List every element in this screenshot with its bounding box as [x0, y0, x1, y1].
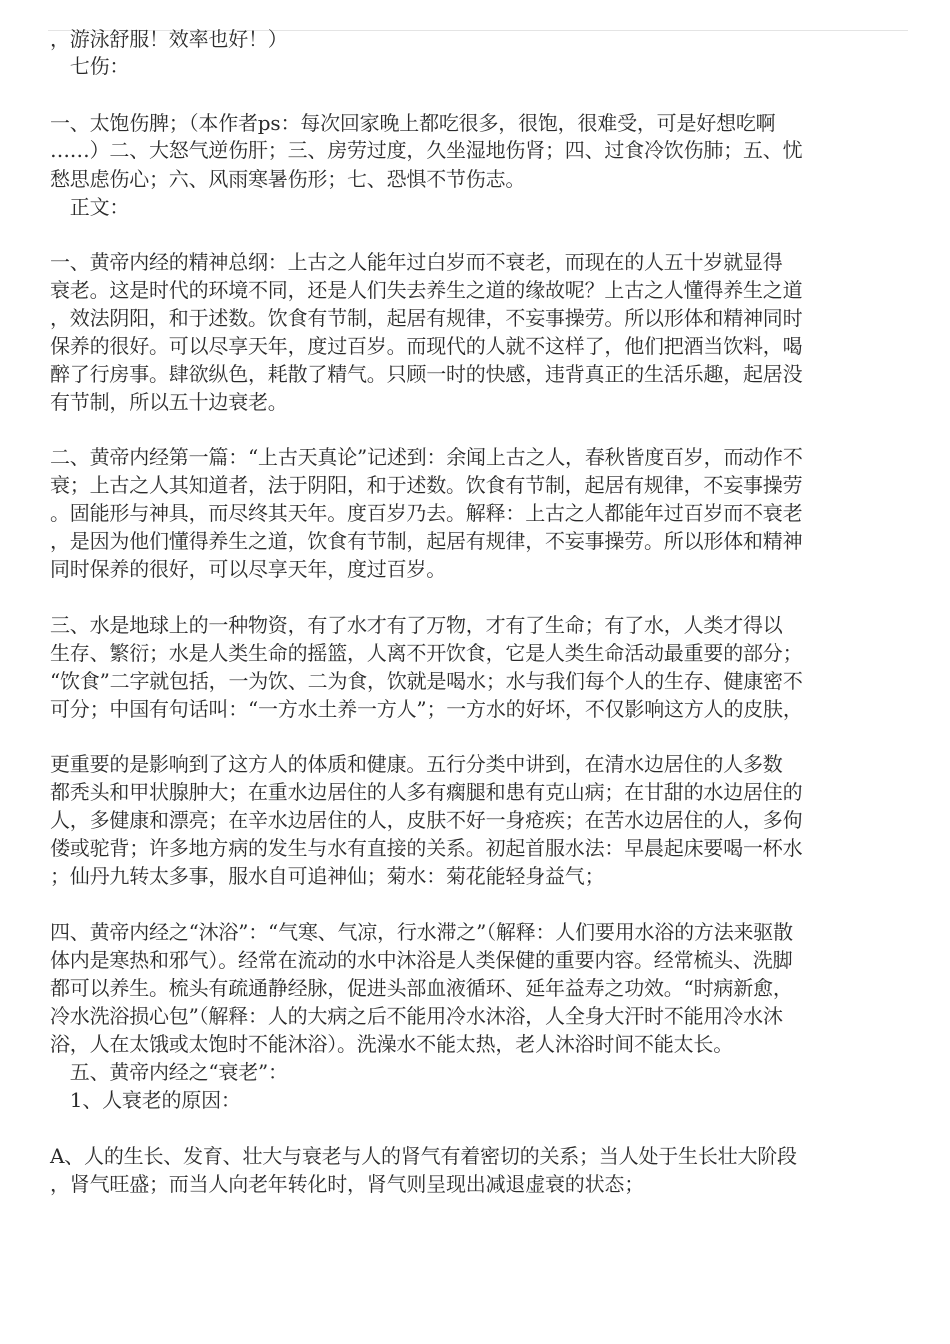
text-line: 四、黄帝内经之“沐浴”：“气寒、气凉，行水滞之”（解释：人们要用水浴的方法来驱散 — [50, 920, 793, 944]
text-line: ……）二、大怒气逆伤肝；三、房劳过度，久坐湿地伤肾；四、过食冷饮伤肺；五、忧 — [50, 138, 803, 162]
text-line: 体内是寒热和邪气）。经常在流动的水中沐浴是人类保健的重要内容。经常梳头、洗脚 — [50, 948, 793, 972]
text-line: 同时保养的很好，可以尽享天年，度过百岁。 — [50, 557, 446, 581]
text-line: ，游泳舒服！效率也好！） — [50, 27, 288, 51]
text-line: ，肾气旺盛；而当人向老年转化时，肾气则呈现出减退虚衰的状态； — [50, 1172, 644, 1196]
text-line: 醉了行房事。肆欲纵色，耗散了精气。只顾一时的快感，违背真正的生活乐趣，起居没 — [50, 362, 803, 386]
text-line: 更重要的是影响到了这方人的体质和健康。五行分类中讲到，在清水边居住的人多数 — [50, 752, 783, 776]
text-line: 七伤： — [50, 54, 130, 78]
text-line: ；仙丹九转太多事，服水自可追神仙；菊水：菊花能轻身益气； — [50, 864, 605, 888]
text-line: ，是因为他们懂得养生之道，饮食有节制，起居有规律，不妄事操劳。所以形体和精神 — [50, 529, 803, 553]
text-line: 冷水洗浴损心包”（解释：人的大病之后不能用冷水沐浴，人全身大汗时不能用冷水沐 — [50, 1004, 783, 1028]
text-line: 一、太饱伤脾；（本作者ps：每次回家晚上都吃很多，很饱，很难受，可是好想吃啊 — [50, 111, 776, 135]
text-line: A、人的生长、发育、壮大与衰老与人的肾气有着密切的关系；当人处于生长壮大阶段 — [50, 1144, 797, 1168]
text-line: 浴，人在太饿或太饱时不能沐浴）。洗澡水不能太热，老人沐浴时间不能太长。 — [50, 1032, 733, 1056]
text-line: 正文： — [50, 195, 130, 219]
text-line: 生存、繁衍；水是人类生命的摇篮，人离不开饮食，它是人类生命活动最重要的部分； — [50, 641, 803, 665]
text-line: 。固能形与神具，而尽终其天年。度百岁乃去。解释：上古之人都能年过百岁而不衰老 — [50, 501, 803, 525]
text-line: 衰；上古之人其知道者，法于阴阳，和于述数。饮食有节制，起居有规律，不妄事操劳 — [50, 473, 803, 497]
text-line: “饮食”二字就包括，一为饮、二为食，饮就是喝水；水与我们每个人的生存、健康密不 — [50, 669, 803, 693]
text-line: 衰老。这是时代的环境不同，还是人们失去养生之道的缘故呢？上古之人懂得养生之道 — [50, 278, 803, 302]
text-line: ，效法阴阳，和于述数。饮食有节制，起居有规律，不妄事操劳。所以形体和精神同时 — [50, 306, 803, 330]
text-line: 都秃头和甲状腺肿大；在重水边居住的人多有瘸腿和患有克山病；在甘甜的水边居住的 — [50, 780, 803, 804]
text-line: 偻或驼背；许多地方病的发生与水有直接的关系。初起首服水法：早晨起床要喝一杯水 — [50, 836, 803, 860]
text-line: 愁思虑伤心；六、风雨寒暑伤形；七、恐惧不节伤志。 — [50, 167, 526, 191]
text-line: 有节制，所以五十边衰老。 — [50, 390, 288, 414]
text-line: 二、黄帝内经第一篇：“上古天真论”记述到：余闻上古之人，春秋皆度百岁，而动作不 — [50, 445, 803, 469]
text-line: 一、黄帝内经的精神总纲：上古之人能年过白岁而不衰老，而现在的人五十岁就显得 — [50, 250, 783, 274]
text-line: 五、黄帝内经之“衰老”： — [50, 1060, 288, 1084]
text-line: 可分；中国有句话叫：“一方水土养一方人”；一方水的好坏，不仅影响这方人的皮肤， — [50, 697, 803, 721]
text-line: 人，多健康和漂亮；在辛水边居住的人，皮肤不好一身疮疾；在苦水边居住的人，多佝 — [50, 808, 803, 832]
text-line: 1、人衰老的原因： — [50, 1088, 241, 1112]
text-line: 三、水是地球上的一种物资，有了水才有了万物，才有了生命；有了水，人类才得以 — [50, 613, 783, 637]
text-line: 保养的很好。可以尽享天年，度过百岁。而现代的人就不这样了，他们把酒当饮料，喝 — [50, 334, 803, 358]
text-line: 都可以养生。梳头有疏通静经脉，促进头部血液循环、延年益寿之功效。“时病新愈， — [50, 976, 793, 1000]
